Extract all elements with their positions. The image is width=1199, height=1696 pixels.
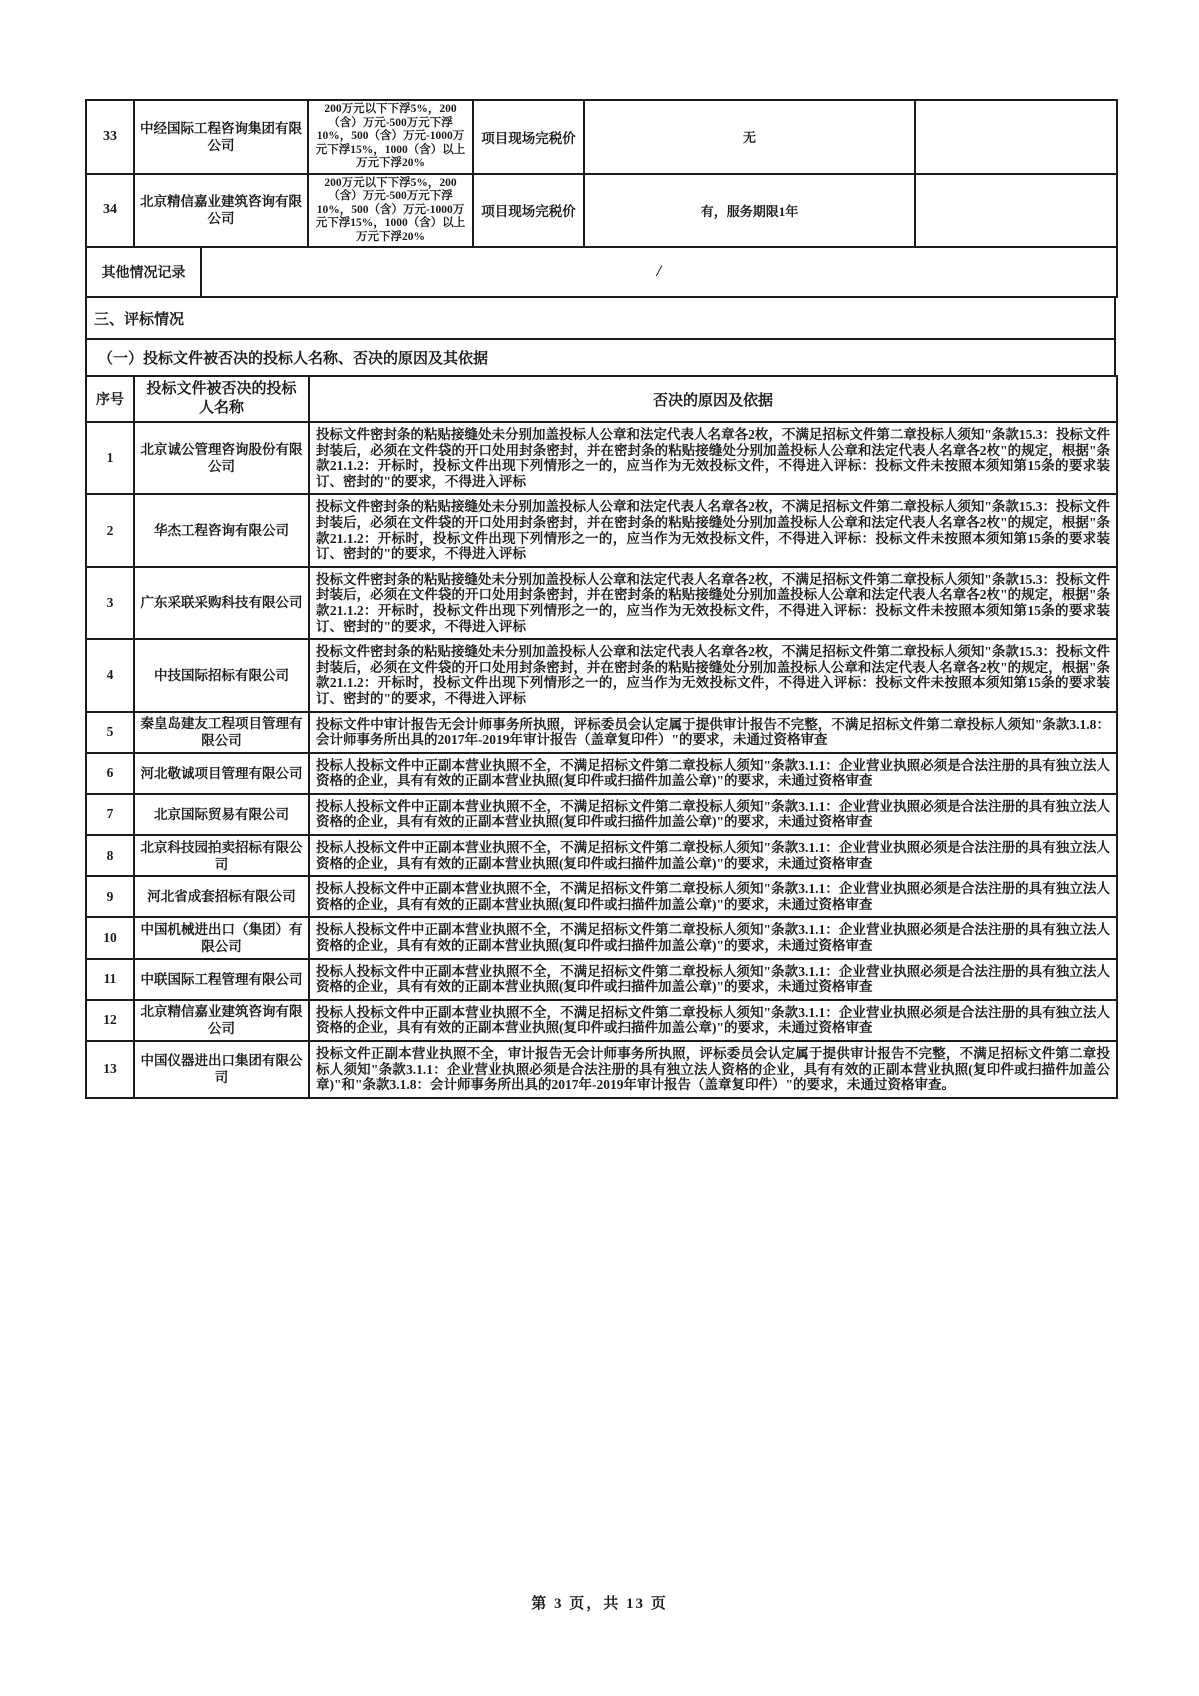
rejection-cell-company: 河北敬诚项目管理有限公司 (134, 753, 309, 794)
rejection-row (86, 422, 1117, 494)
rejection-row (86, 639, 1117, 711)
rejection-cell-no: 10 (86, 917, 134, 958)
rejection-cell-no: 1 (86, 422, 134, 494)
rejection-cell-reason: 投标文件密封条的粘贴接缝处未分别加盖投标人公章和法定代表人名章各2枚，不满足招标文件第二章投标人须知"条款15.3：投标文件封装后，必须在文件袋的开口处用封条密封，并在密封条的粘贴接缝处分别加盖投标人公章和法定代表人名章各2枚"的规定，根据"条款21.1.2：开标时，投标文件出现下列情形之一的，应当作为无效投标文件，不得进入评标：投标文件未按照本须知第15条的要求装订、密封的"的要求，不得进入评标 (309, 567, 1117, 639)
rejection-cell-company: 北京科技园拍卖招标有限公司 (134, 835, 309, 876)
quote-table-body (86, 100, 1117, 247)
other-record-value: / (201, 247, 1117, 297)
rejection-row (86, 959, 1117, 1000)
quote-cell-company: 北京精信嘉业建筑咨询有限公司 (134, 174, 308, 248)
rejection-cell-reason: 投标文件中审计报告无会计师事务所执照，评标委员会认定属于提供审计报告不完整，不满足招标文件第二章投标人须知"条款3.1.8：会计师事务所出具的2017年-2019年审计报告（盖章复印件）"的要求，未通过资格审查 (309, 712, 1117, 753)
rejection-row (86, 753, 1117, 794)
rejection-cell-no: 6 (86, 753, 134, 794)
rejection-row (86, 876, 1117, 917)
rejection-cell-no: 8 (86, 835, 134, 876)
rejection-cell-reason: 投标人投标文件中正副本营业执照不全，不满足招标文件第二章投标人须知"条款3.1.1：企业营业执照必须是合法注册的具有独立法人资格的企业，具有有效的正副本营业执照(复印件或扫描件加盖公章)"的要求，未通过资格审查 (309, 1000, 1117, 1041)
rejection-cell-company: 中国机械进出口（集团）有限公司 (134, 917, 309, 958)
rejection-cell-company: 河北省成套招标有限公司 (134, 876, 309, 917)
rejection-row (86, 712, 1117, 753)
other-record-table (85, 246, 1118, 298)
rejection-cell-company: 秦皇岛建友工程项目管理有限公司 (134, 712, 309, 753)
rejection-header-reason: 否决的原因及依据 (309, 376, 1117, 422)
section-title-table (85, 296, 1116, 340)
section-title: 三、评标情况 (86, 297, 1115, 339)
rejection-table (85, 375, 1118, 1099)
rejection-cell-no: 7 (86, 794, 134, 835)
rejection-table-body (86, 422, 1117, 1098)
rejection-cell-no: 4 (86, 639, 134, 711)
rejection-cell-company: 广东采联采购科技有限公司 (134, 567, 309, 639)
rejection-row (86, 567, 1117, 639)
rejection-row (86, 1041, 1117, 1098)
other-record-label: 其他情况记录 (86, 247, 201, 297)
rejection-cell-company: 中联国际工程管理有限公司 (134, 959, 309, 1000)
rejection-cell-company: 北京诚公管理咨询股份有限公司 (134, 422, 309, 494)
rejection-cell-reason: 投标文件密封条的粘贴接缝处未分别加盖投标人公章和法定代表人名章各2枚，不满足招标文件第二章投标人须知"条款15.3：投标文件封装后，必须在文件袋的开口处用封条密封，并在密封条的粘贴接缝处分别加盖投标人公章和法定代表人名章各2枚"的规定，根据"条款21.1.2：开标时，投标文件出现下列情形之一的，应当作为无效投标文件，不得进入评标：投标文件未按照本须知第15条的要求装订、密封的"的要求，不得进入评标 (309, 494, 1117, 566)
rejection-header-company: 投标文件被否决的投标人名称 (134, 376, 309, 422)
rejection-cell-no: 3 (86, 567, 134, 639)
rejection-cell-reason: 投标人投标文件中正副本营业执照不全，不满足招标文件第二章投标人须知"条款3.1.1：企业营业执照必须是合法注册的具有独立法人资格的企业，具有有效的正副本营业执照(复印件或扫描件加盖公章)"的要求，未通过资格审查 (309, 917, 1117, 958)
quote-cell-extra (915, 174, 1117, 248)
rejection-cell-reason: 投标文件密封条的粘贴接缝处未分别加盖投标人公章和法定代表人名章各2枚，不满足招标文件第二章投标人须知"条款15.3：投标文件封装后，必须在文件袋的开口处用封条密封，并在密封条的粘贴接缝处分别加盖投标人公章和法定代表人名章各2枚"的规定，根据"条款21.1.2：开标时，投标文件出现下列情形之一的，应当作为无效投标文件，不得进入评标：投标文件未按照本须知第15条的要求装订、密封的"的要求，不得进入评标 (309, 639, 1117, 711)
quote-cell-remark: 有，服务期限1年 (584, 174, 915, 248)
quote-cell-extra (915, 100, 1117, 174)
rejection-cell-reason: 投标人投标文件中正副本营业执照不全，不满足招标文件第二章投标人须知"条款3.1.1：企业营业执照必须是合法注册的具有独立法人资格的企业，具有有效的正副本营业执照(复印件或扫描件加盖公章)"的要求，未通过资格审查 (309, 794, 1117, 835)
quote-cell-remark: 无 (584, 100, 915, 174)
quote-cell-discount: 200万元以下下浮5%，200（含）万元-500万元下浮10%，500（含）万元-1000万元下浮15%，1000（含）以上万元下浮20% (308, 174, 473, 248)
rejection-cell-company: 中技国际招标有限公司 (134, 639, 309, 711)
quote-cell-price-basis: 项目现场完税价 (473, 174, 584, 248)
rejection-cell-company: 北京国际贸易有限公司 (134, 794, 309, 835)
document-sheet (85, 99, 1116, 1099)
quote-cell-discount: 200万元以下下浮5%，200（含）万元-500万元下浮10%，500（含）万元-1000万元下浮15%，1000（含）以上万元下浮20% (308, 100, 473, 174)
rejection-cell-no: 11 (86, 959, 134, 1000)
rejection-cell-company: 中国仪器进出口集团有限公司 (134, 1041, 309, 1098)
rejection-cell-reason: 投标人投标文件中正副本营业执照不全，不满足招标文件第二章投标人须知"条款3.1.1：企业营业执照必须是合法注册的具有独立法人资格的企业，具有有效的正副本营业执照(复印件或扫描件加盖公章)"的要求，未通过资格审查 (309, 835, 1117, 876)
rejection-cell-company: 华杰工程咨询有限公司 (134, 494, 309, 566)
rejection-header-no: 序号 (86, 376, 134, 422)
rejection-header-row (86, 376, 1117, 422)
rejection-cell-no: 5 (86, 712, 134, 753)
quote-cell-no: 34 (86, 174, 134, 248)
subsection-title: （一）投标文件被否决的投标人名称、否决的原因及其依据 (86, 339, 1115, 376)
rejection-cell-reason: 投标文件密封条的粘贴接缝处未分别加盖投标人公章和法定代表人名章各2枚，不满足招标文件第二章投标人须知"条款15.3：投标文件封装后，必须在文件袋的开口处用封条密封，并在密封条的粘贴接缝处分别加盖投标人公章和法定代表人名章各2枚"的规定，根据"条款21.1.2：开标时，投标文件出现下列情形之一的，应当作为无效投标文件，不得进入评标：投标文件未按照本须知第15条的要求装订、密封的"的要求，不得进入评标 (309, 422, 1117, 494)
rejection-row (86, 794, 1117, 835)
rejection-cell-company: 北京精信嘉业建筑咨询有限公司 (134, 1000, 309, 1041)
subsection-title-table (85, 338, 1116, 377)
quote-row (86, 174, 1117, 248)
rejection-cell-no: 13 (86, 1041, 134, 1098)
rejection-cell-no: 9 (86, 876, 134, 917)
other-record-row (86, 247, 1117, 297)
rejection-cell-no: 12 (86, 1000, 134, 1041)
rejection-row (86, 494, 1117, 566)
rejection-cell-reason: 投标人投标文件中正副本营业执照不全，不满足招标文件第二章投标人须知"条款3.1.1：企业营业执照必须是合法注册的具有独立法人资格的企业，具有有效的正副本营业执照(复印件或扫描件加盖公章)"的要求，未通过资格审查 (309, 876, 1117, 917)
rejection-row (86, 835, 1117, 876)
rejection-cell-reason: 投标文件正副本营业执照不全，审计报告无会计师事务所执照，评标委员会认定属于提供审计报告不完整，不满足招标文件第二章投标人须知"条款3.1.1：企业营业执照必须是合法注册的具有独立法人资格的企业，具有有效的正副本营业执照(复印件或扫描件加盖公章)"和"条款3.1.8：会计师事务所出具的2017年-2019年审计报告（盖章复印件）"的要求，未通过资格审查。 (309, 1041, 1117, 1098)
rejection-cell-no: 2 (86, 494, 134, 566)
quote-row (86, 100, 1117, 174)
quote-table (85, 99, 1118, 248)
quote-cell-price-basis: 项目现场完税价 (473, 100, 584, 174)
quote-cell-company: 中经国际工程咨询集团有限公司 (134, 100, 308, 174)
rejection-row (86, 917, 1117, 958)
rejection-cell-reason: 投标人投标文件中正副本营业执照不全，不满足招标文件第二章投标人须知"条款3.1.1：企业营业执照必须是合法注册的具有独立法人资格的企业，具有有效的正副本营业执照(复印件或扫描件加盖公章)"的要求，未通过资格审查 (309, 753, 1117, 794)
rejection-cell-reason: 投标人投标文件中正副本营业执照不全，不满足招标文件第二章投标人须知"条款3.1.1：企业营业执照必须是合法注册的具有独立法人资格的企业，具有有效的正副本营业执照(复印件或扫描件加盖公章)"的要求，未通过资格审查 (309, 959, 1117, 1000)
page-footer: 第 3 页，共 13 页 (531, 1596, 668, 1612)
rejection-row (86, 1000, 1117, 1041)
quote-cell-no: 33 (86, 100, 134, 174)
